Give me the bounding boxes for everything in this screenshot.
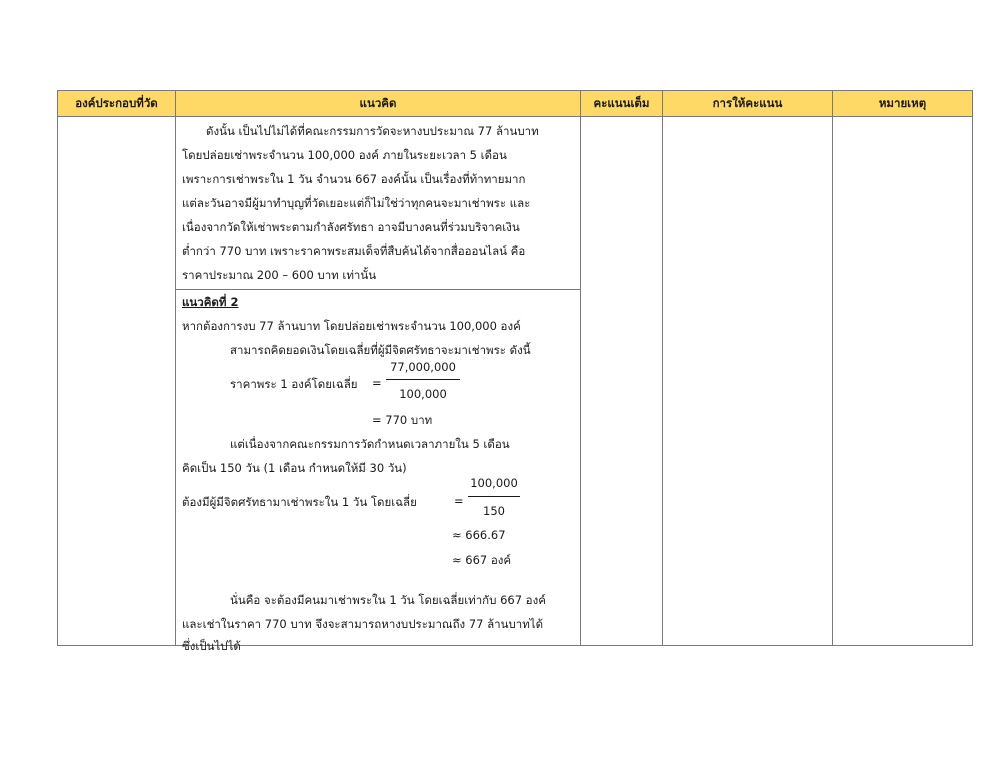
component-cell bbox=[58, 117, 176, 646]
table-row bbox=[58, 117, 973, 646]
daily-average-label: ต้องมีผู้มีจิตศรัทธามาเช่าพระใน 1 วัน โดยเฉลี่ย bbox=[182, 495, 417, 509]
concept1-line: แต่ละวันอาจมีผู้มาทำบุญที่วัดเยอะแต่ก็ไม่ใช่ว่าทุกคนจะมาเช่าพระ และ bbox=[182, 196, 531, 210]
fraction1-bar bbox=[386, 379, 460, 380]
remark-cell bbox=[833, 117, 973, 646]
header-concept: แนวคิด bbox=[176, 91, 581, 117]
concept2-line3: แต่เนื่องจากคณะกรรมการวัดกำหนดเวลาภายใน 5 เดือน bbox=[230, 437, 510, 451]
concept2-heading: แนวคิดที่ 2 bbox=[182, 295, 239, 309]
equals-sign: = bbox=[454, 494, 464, 508]
concept2-line2: สามารถคิดยอดเงินโดยเฉลี่ยที่ผู้มีจิตศรัทธาจะมาเช่าพระ ดังนี้ bbox=[230, 343, 531, 357]
result-price: = 770 บาท bbox=[372, 413, 433, 427]
concept1-line: ต่ำกว่า 770 บาท เพราะราคาพระสมเด็จที่สืบค้นได้จากสื่อออนไลน์ คือ bbox=[182, 244, 526, 258]
header-row bbox=[58, 91, 973, 117]
conclusion-line2: และเช่าในราคา 770 บาท จึงจะสามารถหางบประมาณถึง 77 ล้านบาทได้ bbox=[182, 617, 544, 631]
average-price-label: ราคาพระ 1 องค์โดยเฉลี่ย bbox=[230, 377, 358, 391]
scoring-cell bbox=[663, 117, 833, 646]
fraction1-denominator: 100,000 bbox=[399, 387, 447, 401]
header-component: องค์ประกอบที่วัด bbox=[58, 91, 176, 117]
concept2-block bbox=[176, 290, 580, 653]
fraction2-numerator: 100,000 bbox=[470, 476, 518, 490]
conclusion-line3: ซึ่งเป็นไปได้ bbox=[182, 639, 241, 653]
header-scoring: การให้คะแนน bbox=[663, 91, 833, 117]
header-remark: หมายเหตุ bbox=[833, 91, 973, 117]
concept2-line1: หากต้องการงบ 77 ล้านบาท โดยปล่อยเช่าพระจำนวน 100,000 องค์ bbox=[182, 319, 521, 333]
approx-value: ≈ 666.67 bbox=[452, 528, 506, 542]
concept1-line: เพราะการเช่าพระใน 1 วัน จำนวน 667 องค์นั้น เป็นเรื่องที่ท้าทายมาก bbox=[182, 172, 526, 186]
fraction2-denominator: 150 bbox=[483, 504, 505, 518]
fraction1-numerator: 77,000,000 bbox=[390, 360, 456, 374]
header-full-score: คะแนนเต็ม bbox=[581, 91, 663, 117]
concept1-line: ราคาประมาณ 200 – 600 บาท เท่านั้น bbox=[182, 268, 377, 282]
concept2-line4: คิดเป็น 150 วัน (1 เดือน กำหนดให้มี 30 วัน) bbox=[182, 461, 407, 475]
concept1-line: ดังนั้น เป็นไปไม่ได้ที่คณะกรรมการวัดจะหางบประมาณ 77 ล้านบาท bbox=[206, 124, 539, 138]
rubric-table bbox=[57, 90, 973, 653]
concept-cell bbox=[176, 117, 581, 653]
fraction2-bar bbox=[468, 496, 520, 497]
equals-sign: = bbox=[372, 376, 382, 390]
concept1-line: โดยปล่อยเช่าพระจำนวน 100,000 องค์ ภายในระยะเวลา 5 เดือน bbox=[182, 148, 507, 162]
concept1-block bbox=[176, 117, 580, 289]
full-score-cell bbox=[581, 117, 663, 646]
concept1-line: เนื่องจากวัดให้เช่าพระตามกำลังศรัทธา อาจมีบางคนที่ร่วมบริจาคเงิน bbox=[182, 220, 520, 234]
approx-rounded: ≈ 667 องค์ bbox=[452, 553, 512, 567]
conclusion-line1: นั่นคือ จะต้องมีคนมาเช่าพระใน 1 วัน โดยเฉลี่ยเท่ากับ 667 องค์ bbox=[230, 593, 546, 607]
